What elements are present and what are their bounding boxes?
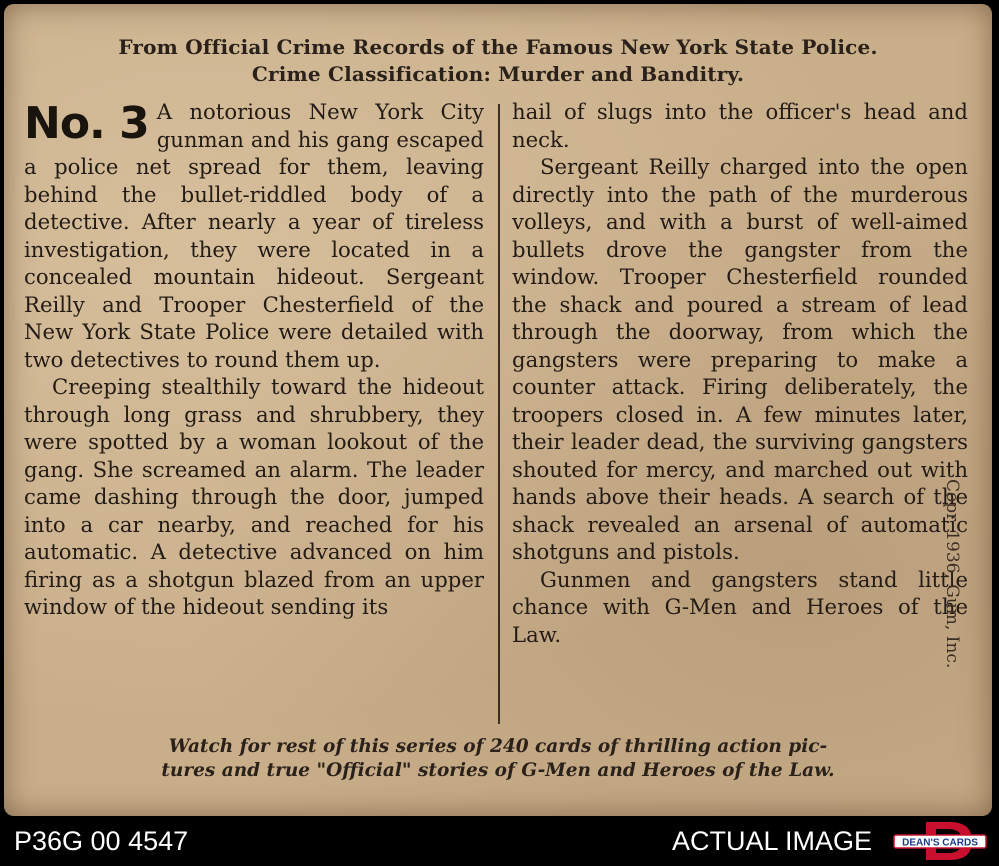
story-paragraph: No. 3 A notorious New York City gunman and his gang escaped a police net spread for them, leaving behind the bullet-riddled body of a detective. After nearly a year of tireless investigation, they were located in a concealed mountain hideout. Sergeant Reilly and Trooper Chesterfield of the New York State Police were detailed with two detectives to round them up. [24, 98, 484, 372]
header-line-1: From Official Crime Records of the Famous New York State Police. [118, 35, 878, 59]
left-column [24, 98, 484, 621]
logo-text: DEAN'S CARDS [902, 837, 978, 849]
footer-line-1: Watch for rest of this series of 240 cards of thrilling action pic- [168, 736, 828, 757]
column-divider [498, 104, 500, 724]
cert-id-label: P36G 00 4547 [14, 826, 189, 856]
deans-cards-logo [892, 820, 988, 862]
card-header [4, 34, 992, 88]
copyright-notice: Copr. 1936, Gum, Inc. [942, 479, 962, 669]
story-paragraph: Creeping stealthily toward the hideout through long grass and shrubbery, they were spotted by a woman lookout of the gang. She screamed an alarm. The leader came dashing through the door, jumped into a car nearby, and reached for his automatic. A detective advanced on him firing as a shotgun blazed from an upper window of the hideout sending its [24, 374, 484, 619]
right-column [512, 98, 968, 648]
card-back [4, 4, 992, 816]
actual-image-label: ACTUAL IMAGE [672, 826, 873, 856]
footer-line-2: tures and true "Official" stories of G-Men and Heroes of the Law. [161, 760, 835, 781]
header-line-2: Crime Classification: Murder and Banditry. [251, 62, 745, 86]
story-paragraph: hail of slugs into the officer's head and neck. [512, 99, 968, 152]
story-paragraph: Sergeant Reilly charged into the open directly into the path of the murderous volleys, and with a burst of well-aimed bullets drove the gangster from the window. Trooper Chesterfield rounded the shack and poured a stream of lead through the doorway, from which the gangsters were preparing to make a counter attack. Firing deliberately, the troopers closed in. A few minutes later, their leader dead, the surviving gangsters shouted for mercy, and marched out with hands above their heads. A search of the shack revealed an arsenal of automatic shotguns and pistols. [512, 154, 968, 564]
card-footer [4, 735, 992, 783]
card-number: No. 3 [24, 98, 149, 149]
caption-bar [0, 816, 999, 866]
story-paragraph: Gunmen and gangsters stand little chance with G-Men and Heroes of the Law. [512, 566, 968, 647]
